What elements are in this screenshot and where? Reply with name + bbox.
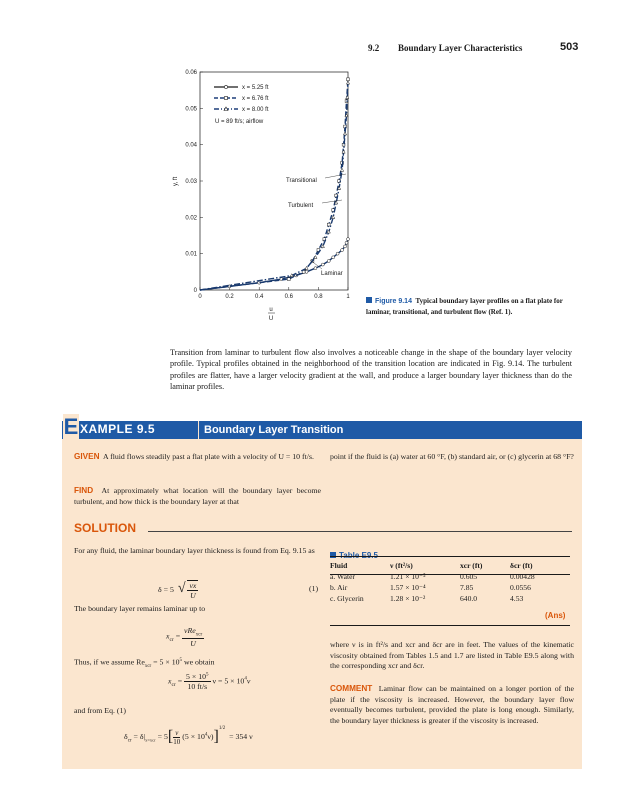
- table-title: Table E9.5: [339, 551, 378, 560]
- caption-square-icon: [366, 297, 372, 303]
- legend: [214, 85, 269, 125]
- cell: a. Water: [330, 572, 355, 581]
- y-tick-label: 0.03: [185, 179, 197, 185]
- eq2-sub: cr: [169, 637, 174, 644]
- find-text: At approximately what location will the boundary layer become turbulent, and how thick is the boundary layer at that: [74, 486, 322, 506]
- given-text: A fluid flows steadily past a flat plate with a velocity of U = 10 ft/s.: [102, 452, 314, 461]
- eq4-sub: cr: [127, 738, 132, 744]
- solution-rule: [148, 531, 572, 532]
- table-row: [330, 593, 570, 604]
- y-tick-label: 0: [193, 288, 197, 294]
- th-xcr: xcr (ft): [460, 561, 483, 570]
- eq4-num: ν: [175, 728, 179, 737]
- comment-head: COMMENT: [330, 684, 373, 693]
- eq4-midsub: x=xcr: [145, 737, 156, 743]
- solution-para-4: and from Eq. (1): [74, 706, 126, 715]
- eq1-tag: (1): [309, 584, 319, 593]
- right-paragraph: where ν is in ft²/s and xcr and δcr are in feet. The values of the kinematic viscosity obtained from Tables 1.5 and 1.7 are listed in Table E9.5 along with the corresponding xcr and δcr.: [330, 640, 574, 671]
- th-dcr: δcr (ft): [510, 561, 533, 570]
- eq4-five: = 5: [157, 732, 168, 741]
- eq3-rhsend: ν: [246, 676, 251, 686]
- answer-tag: (Ans): [545, 611, 566, 620]
- eq3-den: 10 ft/s: [187, 682, 208, 691]
- series-line-3: [200, 83, 348, 290]
- data-point: [305, 266, 308, 269]
- eq1-lhs: δ = 5: [158, 584, 174, 594]
- chart-note: U = 89 ft/s; airflow: [215, 119, 264, 125]
- x-axis-label-denominator: U: [268, 316, 274, 322]
- cell: 0.00428: [510, 572, 535, 581]
- cell: 7.85: [460, 583, 474, 592]
- solution-para-2: The boundary layer remains laminar up to: [74, 604, 206, 613]
- data-point: [347, 238, 350, 241]
- figure-caption: [366, 296, 576, 317]
- example-letter: E: [63, 414, 79, 439]
- equation-1: δ = 5 √ $\frac{\nu x}{U}$: [158, 580, 197, 600]
- sol-p3-b: = 5 × 10: [153, 657, 180, 667]
- find-head: FIND: [74, 486, 94, 495]
- sol-p3-sub: xcr: [144, 664, 152, 670]
- plot-frame: [200, 72, 348, 290]
- y-tick-label: 0.06: [185, 70, 197, 76]
- eq4-inner: (5 × 10: [182, 732, 205, 741]
- eq2-lhs: x: [166, 631, 170, 641]
- sol-p3-c: we obtain: [183, 657, 215, 667]
- solution-head: SOLUTION: [74, 521, 136, 535]
- eq4-innersup: 4: [204, 732, 208, 738]
- eq2-numsub: xcr: [195, 632, 203, 638]
- eq4-lhs: δ: [124, 732, 128, 741]
- example-name: Boundary Layer Transition: [204, 424, 344, 436]
- find-block: [74, 486, 321, 507]
- cell: b. Air: [330, 583, 348, 592]
- cell: 1.28 × 10⁻²: [390, 594, 426, 603]
- annotation-transitional: Transitional: [286, 178, 317, 184]
- x-tick-label: 0.2: [225, 294, 234, 300]
- figure-caption-text: Typical boundary layer profiles on a flat plate for laminar, transitional, and turbulent flow (Ref. 1).: [366, 297, 563, 316]
- legend-entry-1: x = 5.25 ft: [242, 85, 269, 91]
- x-tick-label: 0: [198, 294, 202, 300]
- given-head: GIVEN: [74, 452, 100, 461]
- series-line-1: [200, 239, 348, 290]
- eq1-num: νx: [189, 581, 197, 590]
- table-header-row: [330, 560, 570, 571]
- eq4-exp: 1/2: [218, 726, 226, 731]
- table-row: [330, 571, 570, 582]
- data-point: [336, 252, 339, 255]
- cell: 1.21 × 10⁻⁵: [390, 572, 426, 581]
- data-point: [346, 81, 349, 84]
- table-square-icon: [330, 552, 336, 558]
- eq4-mid: = δ|: [133, 732, 146, 741]
- solution-para-1: For any fluid, the laminar boundary layer thickness is found from Eq. 9.15 as: [74, 546, 315, 555]
- data-point: [345, 241, 348, 244]
- comment-block: [330, 684, 574, 726]
- cell: 0.0556: [510, 583, 531, 592]
- legend-entry-2: x = 6.76 ft: [242, 96, 269, 102]
- y-tick-label: 0.01: [185, 251, 197, 258]
- data-point: [287, 278, 290, 281]
- intro-paragraph: Transition from laminar to turbulent flow also involves a noticeable change in the shape of the boundary layer velocity profile. Typical profiles obtained in the neighborhood of the transition location are indicated in Fig. 9.14. The turbulent profiles are flatter, have a larger velocity gradient at the wall, and produce a larger boundary layer thickness than do the laminar profiles.: [170, 348, 572, 392]
- section-number: 9.2: [368, 43, 380, 53]
- comment-text: Laminar flow can be maintained on a longer portion of the plate if the viscosity is increased. However, the boundary layer flow eventually becomes turbulent, provided the plate is long enough. Similarly, the boundary layer thickness is greater if the viscosity is increased.: [330, 684, 575, 725]
- data-point: [314, 267, 317, 270]
- eq2-den: U: [190, 638, 196, 648]
- data-point: [340, 168, 343, 171]
- example-label: XAMPLE 9.5: [80, 422, 156, 436]
- data-point: [332, 256, 335, 259]
- x-axis-label-numerator: u: [269, 307, 273, 313]
- sol-p3-a: Thus, if we assume Re: [74, 657, 145, 667]
- table-e9-5: [330, 560, 570, 604]
- annotation-turbulent: Turbulent: [288, 203, 314, 209]
- eq4-den: 10: [173, 737, 181, 746]
- table-row: [330, 582, 570, 593]
- eq3-lhs: x: [168, 676, 172, 686]
- th-fluid: Fluid: [330, 561, 348, 570]
- series-line-2: [200, 79, 348, 290]
- sol-p3-sup: 5: [179, 658, 182, 663]
- x-tick-label: 0.4: [255, 294, 264, 300]
- page-number: 503: [560, 41, 579, 53]
- eq3-rhs: ν = 5 × 10: [212, 676, 245, 686]
- eq3-numsup: 5: [206, 672, 209, 678]
- cell: 1.57 × 10⁻⁴: [390, 583, 426, 592]
- figure-label: Figure 9.14: [375, 298, 412, 305]
- eq1-den: U: [190, 591, 196, 600]
- equation-4: $\delta_{cr} = \delta|_{x=xcr} = 5$[ $\frac{\nu}{10}$ $(5 \times 10^4\nu)]^{1/2} = 354$ ν: [124, 726, 253, 746]
- th-nu: ν (ft²/s): [390, 561, 413, 570]
- data-point: [344, 245, 347, 248]
- cell: c. Glycerin: [330, 594, 364, 603]
- legend-entry-3: x = 8.00 ft: [242, 107, 269, 113]
- eq3-rhssup: 4: [244, 676, 247, 682]
- running-title: Boundary Layer Characteristics: [398, 43, 523, 53]
- data-point: [327, 223, 330, 226]
- data-point: [321, 263, 324, 266]
- data-point: [327, 259, 330, 262]
- eq3-num: 5 × 10: [186, 672, 207, 681]
- solution-para-3: [74, 656, 334, 673]
- equation-2: $x_{cr}$ = νRe$_{xcr}$ U: [166, 626, 203, 648]
- eq4-innerend: ν): [207, 732, 214, 741]
- eq2-num: νRe: [184, 626, 196, 635]
- y-tick-label: 0.05: [185, 106, 197, 113]
- cell: 640.0: [460, 594, 478, 603]
- x-tick-label: 1: [346, 294, 350, 300]
- x-tick-label: 0.8: [314, 294, 323, 300]
- data-point: [347, 78, 350, 81]
- data-point: [341, 249, 344, 252]
- cell: 4.53: [510, 594, 524, 603]
- given-block: [74, 452, 321, 463]
- y-tick-label: 0.02: [185, 215, 197, 222]
- data-point: [305, 270, 308, 273]
- y-axis-label: y, ft: [173, 176, 179, 186]
- eq3-sub: cr: [171, 681, 176, 688]
- boundary-layer-chart: [150, 60, 380, 330]
- equation-3: $x_{cr}$ = $\frac{5 \times 10^5}{10 ft/s}$ $\nu = 5 \times 10^4\nu$: [168, 672, 251, 691]
- y-tick-label: 0.04: [185, 142, 197, 149]
- given-text-right: point if the fluid is (a) water at 60 °F, (b) standard air, or (c) glycerin at 68 °F?: [330, 452, 574, 461]
- annotation-laminar: Laminar: [321, 271, 343, 277]
- x-tick-label: 0.6: [284, 294, 293, 300]
- data-point: [343, 132, 346, 135]
- eq4-rhs: = 354 ν: [229, 732, 253, 741]
- cell: 0.605: [460, 572, 478, 581]
